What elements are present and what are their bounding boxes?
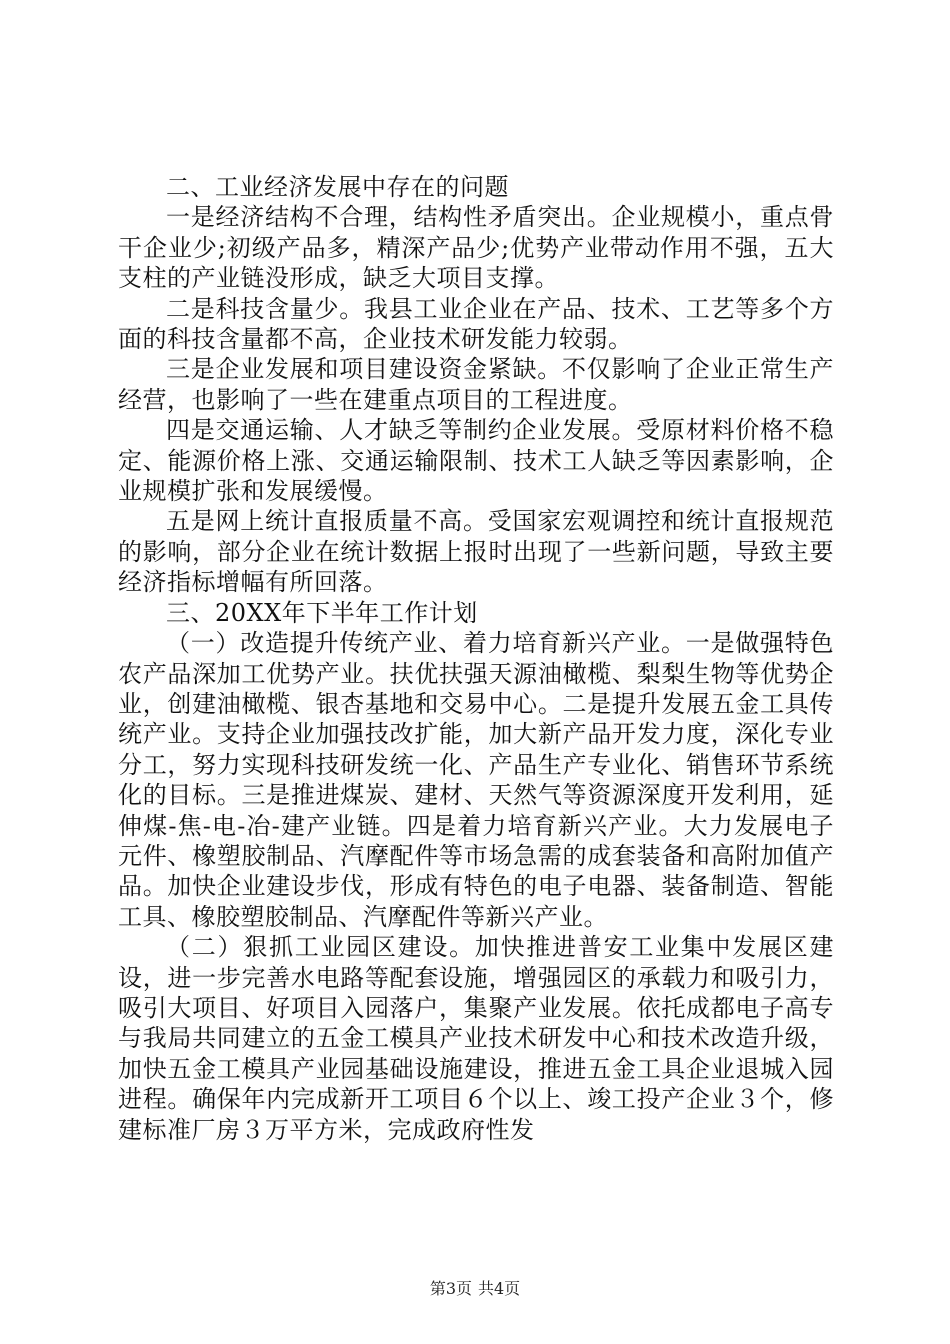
- page-total: 共4页: [478, 1279, 521, 1298]
- page-footer: [0, 1279, 950, 1299]
- paragraph-plan-1: （一）改造提升传统产业、着力培育新兴产业。一是做强特色农产品深加工优势产业。扶优扶强天源油橄榄、梨梨生物等优势企业，创建油橄榄、银杏基地和交易中心。二是提升发展五金工具传统产业。支持企业加强技改扩能，加大新产品开发力度，深化专业分工，努力实现科技研发统一化、产品生产专业化、销售环节系统化的目标。三是推进煤炭、建材、天然气等资源深度开发利用，延伸煤-焦-电-冶-建产业链。四是着力培育新兴产业。大力发展电子元件、橡塑胶制品、汽摩配件等市场急需的成套装备和高附加值产品。加快企业建设步伐，形成有特色的电子电器、装备制造、智能工具、橡胶塑胶制品、汽摩配件等新兴产业。: [118, 629, 834, 931]
- paragraph-plan-2: （二）狠抓工业园区建设。加快推进普安工业集中发展区建设，进一步完善水电路等配套设施，增强园区的承载力和吸引力，吸引大项目、好项目入园落户，集聚产业发展。依托成都电子高专与我局共同建立的五金工模具产业技术研发中心和技术改造升级，加快五金工模具产业园基础设施建设，推进五金工具企业退城入园进程。确保年内完成新开工项目６个以上、竣工投产企业３个，修建标准厂房３万平方米，完成政府性发: [118, 933, 834, 1144]
- paragraph-problem-2: 二是科技含量少。我县工业企业在产品、技术、工艺等多个方面的科技含量都不高，企业技术研发能力较弱。: [118, 294, 834, 354]
- paragraph-problem-5: 五是网上统计直报质量不高。受国家宏观调控和统计直报规范的影响，部分企业在统计数据上报时出现了一些新问题，导致主要经济指标增幅有所回落。: [118, 507, 834, 597]
- paragraph-problem-4: 四是交通运输、人才缺乏等制约企业发展。受原材料价格不稳定、能源价格上涨、交通运输限制、技术工人缺乏等因素影响，企业规模扩张和发展缓慢。: [118, 416, 834, 506]
- paragraph-problem-1: 一是经济结构不合理，结构性矛盾突出。企业规模小，重点骨干企业少;初级产品多，精深产品少;优势产业带动作用不强，五大支柱的产业链没形成，缺乏大项目支撑。: [118, 203, 834, 293]
- section-heading-problems: 二、工业经济发展中存在的问题: [166, 173, 509, 201]
- paragraph-problem-3: 三是企业发展和项目建设资金紧缺。不仅影响了企业正常生产经营，也影响了一些在建重点项目的工程进度。: [118, 355, 834, 414]
- document-body: [118, 172, 834, 1145]
- page-number: 第3页: [429, 1279, 472, 1298]
- section-heading-plan: 三、20XX年下半年工作计划: [166, 598, 478, 627]
